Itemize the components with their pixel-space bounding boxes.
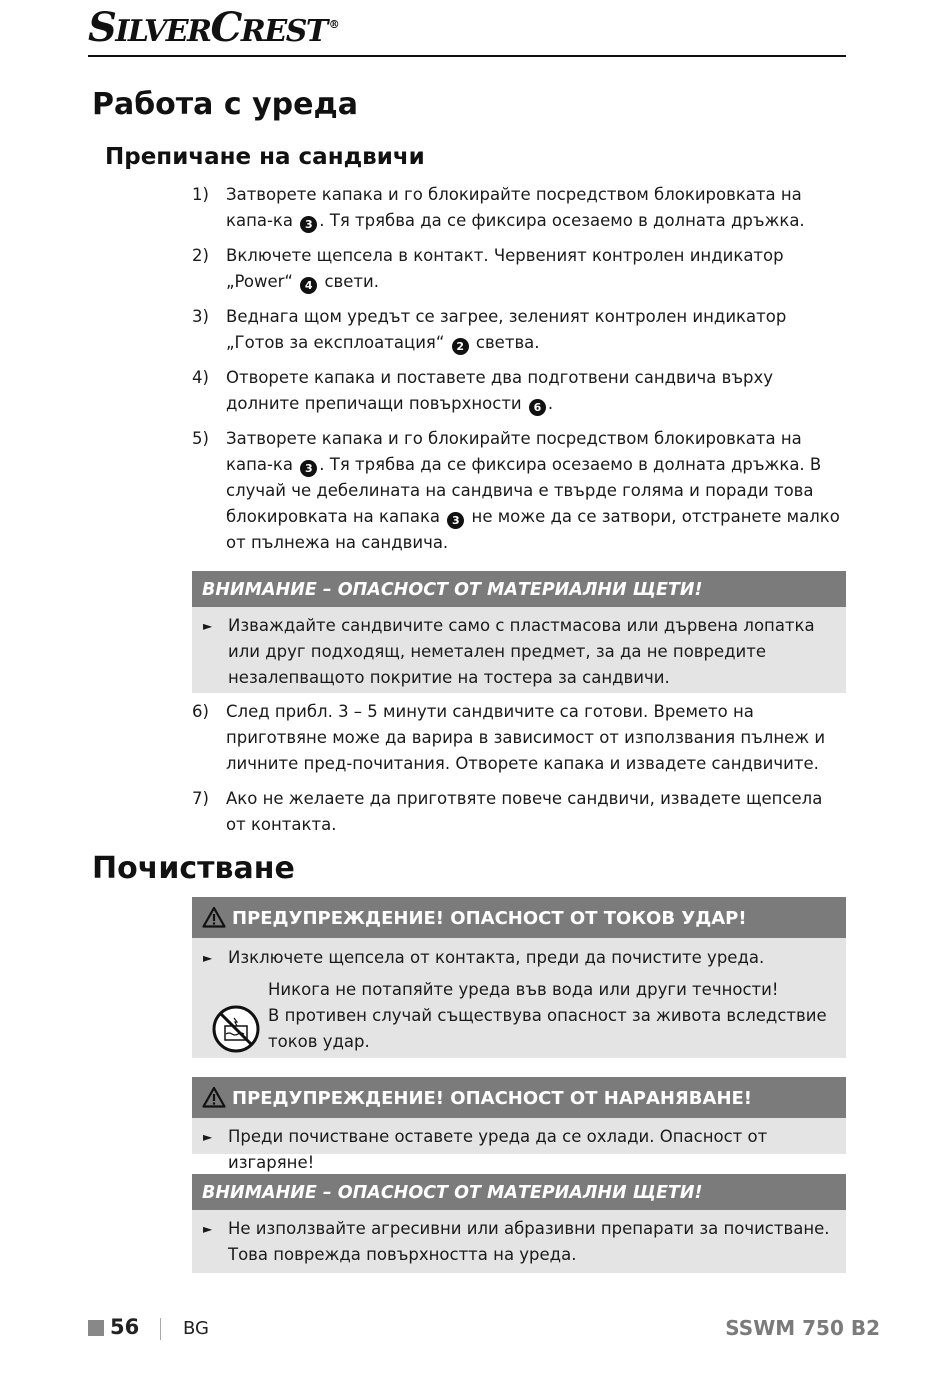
- warning-triangle-icon: [202, 901, 226, 944]
- notice-box-damage-cleaning: [192, 1174, 846, 1273]
- step-number: 7): [192, 789, 209, 808]
- silvercrest-logo: SILVERCREST ®: [88, 4, 339, 51]
- notice-box-damage: [192, 571, 846, 693]
- part-number-badge: 3: [300, 216, 317, 233]
- step-3: 3) Веднага щом уредът се загрее, зеленият контролен индикатор „Готов за експлоатация“ 2 светва.: [192, 304, 846, 356]
- steps-list-2: [192, 699, 846, 847]
- part-number-badge: 4: [300, 277, 317, 294]
- footer-square-marker: [88, 1320, 104, 1336]
- notice-heading: ВНИМАНИЕ – ОПАСНОСТ ОТ МАТЕРИАЛНИ ЩЕТИ!: [192, 571, 846, 607]
- bullet-arrow-icon: ►: [203, 951, 213, 965]
- steps-list-1: [192, 182, 846, 565]
- step-6: 6) След прибл. 3 – 5 минути сандвичите са готови. Времето на приготвяне може да варира в зависимост от използвания пълнеж и личните пред-почитания. Отворете капака и извадете сандвичите.: [192, 699, 846, 777]
- notice-bullet: ► Не използвайте агресивни или абразивни препарати за почистване. Това поврежда повърхността на уреда.: [192, 1216, 846, 1268]
- warning-box-electric-shock: [192, 897, 846, 1058]
- step-5: 5) Затворете капака и го блокирайте посредством блокировката на капа-ка 3 . Тя трябва да се фиксира осезаемо в долната дръжка. В случай че дебелината на сандвича е твърде голяма и поради това блокировката на капака 3 не може да се затвори, отстранете малко от пълнежа на сандвича.: [192, 426, 846, 556]
- footer-divider: [160, 1318, 161, 1340]
- step-number: 3): [192, 307, 209, 326]
- step-number: 2): [192, 246, 209, 265]
- part-number-badge: 3: [300, 460, 317, 477]
- part-number-badge: 2: [452, 338, 469, 355]
- notice-bullet: ► Изваждайте сандвичите само с пластмасова или дървена лопатка или друг подходящ, неметален предмет, за да не повредите незалепващото покритие на тостера за сандвичи.: [192, 613, 846, 691]
- warning-heading: ПРЕДУПРЕЖДЕНИЕ! ОПАСНОСТ ОТ ТОКОВ УДАР!: [192, 897, 846, 938]
- model-number: SSWM 750 B2: [725, 1316, 880, 1340]
- language-code: BG: [183, 1318, 209, 1339]
- warning-bullet: ► Изключете щепсела от контакта, преди да почистите уреда.: [192, 945, 846, 971]
- step-7: 7) Ако не желаете да приготвяте повече сандвичи, извадете щепсела от контакта.: [192, 786, 846, 838]
- warning-box-injury: [192, 1077, 846, 1172]
- part-number-badge: 6: [529, 399, 546, 416]
- notice-heading: ВНИМАНИЕ – ОПАСНОСТ ОТ МАТЕРИАЛНИ ЩЕТИ!: [192, 1174, 846, 1210]
- step-2: 2) Включете щепсела в контакт. Червеният контролен индикатор „Power“ 4 свети.: [192, 243, 846, 295]
- header-rule: [88, 55, 846, 57]
- section-title-operation: Работа с уреда: [92, 87, 358, 122]
- step-4: 4) Отворете капака и поставете два подготвени сандвича върху долните препичащи повърхности 6 .: [192, 365, 846, 417]
- step-number: 1): [192, 185, 209, 204]
- step-number: 5): [192, 429, 209, 448]
- part-number-badge: 3: [447, 512, 464, 529]
- warning-bullet: ► Преди почистване оставете уреда да се охлади. Опасност от изгаряне!: [192, 1124, 846, 1176]
- step-number: 6): [192, 702, 209, 721]
- bullet-arrow-icon: ►: [203, 619, 213, 633]
- page-number: 56: [110, 1315, 140, 1339]
- no-immersion-icon: [211, 1004, 261, 1058]
- warning-triangle-icon: [202, 1081, 226, 1124]
- warning-heading: ПРЕДУПРЕЖДЕНИЕ! ОПАСНОСТ ОТ НАРАНЯВАНЕ!: [192, 1077, 846, 1118]
- step-number: 4): [192, 368, 209, 387]
- section-title-cleaning: Почистване: [92, 851, 295, 886]
- warning-note: Никога не потапяйте уреда във вода или други течности! В противен случай съществува опасност за живота вследствие токов удар.: [268, 980, 827, 1051]
- step-1: 1) Затворете капака и го блокирайте посредством блокировката на капа-ка 3 . Тя трябва да се фиксира осезаемо в долната дръжка.: [192, 182, 846, 234]
- subsection-title-toasting: Препичане на сандвичи: [105, 144, 425, 170]
- bullet-arrow-icon: ►: [203, 1130, 213, 1144]
- bullet-arrow-icon: ►: [203, 1222, 213, 1236]
